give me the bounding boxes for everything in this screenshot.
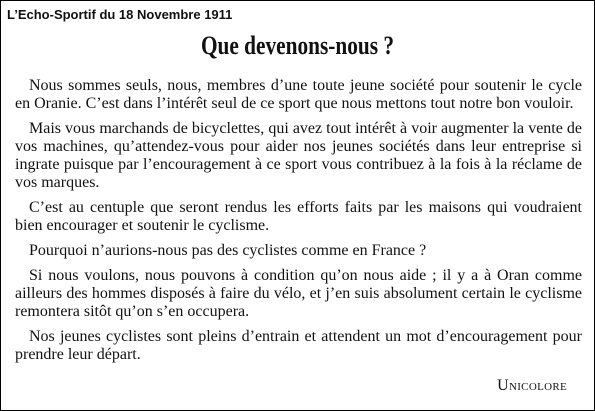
article-paragraph: Si nous voulons, nous pouvons à condition qu’on nous aide ; il y a à Oran comme ailleurs des hommes disposés à faire du vélo, et j’en suis absolument certain le cyclisme remontera sitôt qu’on s’en occupera. [15, 267, 582, 320]
author-signature: Unicolore [497, 377, 567, 394]
source-line: L’Echo-Sportif du 18 Novembre 1911 [7, 7, 233, 22]
article-paragraph: Nos jeunes cyclistes sont pleins d’entrain et attendent un mot d’encouragement pour prendre leur départ. [15, 328, 582, 363]
article-paragraph: Mais vous marchands de bicyclettes, qui avez tout intérêt à voir augmenter la vente de vos machines, qu’attendez-vous pour aider nos jeunes sociétés dans leur entreprise si ingrate puisque par l’encouragement à ce sport vous contribuez à la fois à la réclame de vos marques. [15, 120, 582, 191]
article-title: Que devenons-nous ? [200, 31, 395, 60]
article-paragraph: Nous sommes seuls, nous, membres d’une toute jeune société pour soutenir le cycle en Oranie. C’est dans l’intérêt seul de ce sport que nous mettons tout notre bon vouloir. [15, 77, 582, 112]
article-paragraph: C’est au centuple que seront rendus les efforts faits par les maisons qui voudraient bien encourager et soutenir le cyclisme. [15, 199, 582, 234]
article-body [15, 77, 582, 371]
article-paragraph: Pourquoi n’aurions-nous pas des cyclistes comme en France ? [29, 242, 427, 259]
